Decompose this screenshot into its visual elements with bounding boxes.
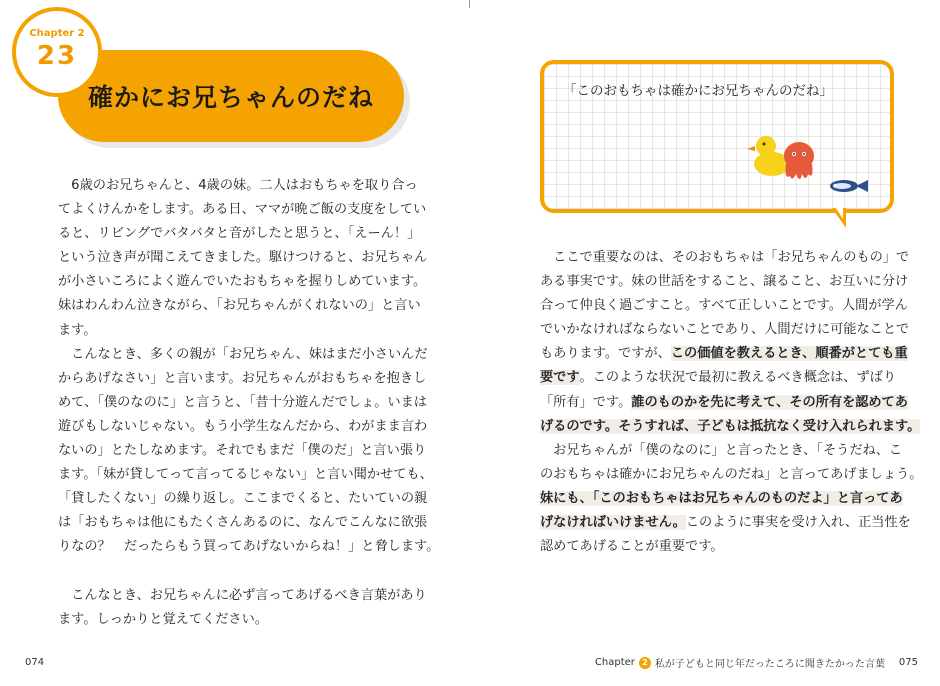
text-line: こんなとき、お兄ちゃんに必ず言ってあげるべき言葉があり bbox=[58, 587, 427, 603]
gutter-mark bbox=[469, 0, 470, 8]
chapter-label: Chapter 2 bbox=[29, 28, 85, 39]
footer-chapter-badge: 2 bbox=[639, 657, 651, 669]
bubble-tail-inner bbox=[835, 207, 843, 219]
octopus-icon bbox=[784, 142, 814, 179]
page-number-right: 075 bbox=[898, 657, 918, 668]
text-run: もあります。ですが、 bbox=[540, 346, 671, 362]
text-line: ないの」とたしなめます。それでもまだ「僕のだ」と言い張り bbox=[58, 443, 427, 459]
text-line: 「貸したくない」の繰り返し。ここまでくると、たいていの親 bbox=[58, 491, 428, 507]
highlighted-text: げるのです。そうすれば、子どもは抵抗なく受け入れられます。 bbox=[540, 418, 921, 434]
text-line: お兄ちゃんが「僕のなのに」と言ったとき、「そうだね、こ bbox=[540, 442, 903, 458]
text-run: 。このような状況で最初に教えるべき概念は、ずばり bbox=[579, 370, 897, 386]
text-line: ます。 bbox=[58, 322, 97, 338]
text-line: 妹はわんわん泣きながら、「お兄ちゃんがくれないの」と言い bbox=[58, 298, 421, 314]
footer-chapter-label: Chapter bbox=[594, 657, 635, 668]
highlighted-text: 妹にも、「このおもちゃはお兄ちゃんのものだよ」と言ってあ bbox=[540, 490, 903, 506]
running-title: 私が子どもと同じ年だったころに聞きたかった言葉 bbox=[654, 659, 885, 670]
text-line: ると、リビングでバタバタと音がしたと思うと、「えーん！」 bbox=[58, 226, 421, 242]
text-line: てよくけんかをします。ある日、ママが晩ご飯の支度をしてい bbox=[58, 202, 427, 218]
highlighted-text: 要です bbox=[540, 370, 580, 386]
toy-illustration bbox=[744, 130, 874, 210]
text-line: 遊びもしないじゃない。もう小学生なんだから、わがまま言わ bbox=[58, 418, 428, 434]
left-page-body bbox=[58, 174, 439, 632]
text-line: でいかなければならないことであり、人間だけに可能なことで bbox=[540, 322, 910, 338]
text-line: こんなとき、多くの親が「お兄ちゃん、妹はまだ小さいんだ bbox=[58, 346, 428, 362]
text-line bbox=[540, 391, 922, 415]
text-line bbox=[540, 487, 922, 511]
text-run: 「所有」です。 bbox=[540, 394, 632, 410]
text-line: からあげなさい」と言います。お兄ちゃんがおもちゃを抱きし bbox=[58, 370, 427, 386]
page-number-left: 074 bbox=[25, 657, 45, 668]
bubble-quote: 「このおもちゃは確かにお兄ちゃんのだね」 bbox=[563, 83, 833, 99]
text-line: 合って仲良く過ごすこと。すべて正しいことです。人間が学ん bbox=[540, 298, 908, 314]
text-run: このように事実を受け入れ、正当性を bbox=[685, 515, 911, 531]
text-line: は「おもちゃは他にもたくさんあるのに、なんでこんなに欲張 bbox=[58, 515, 428, 531]
text-line: りなの？ だったらもう買ってあげないからね！」と脅します。 bbox=[58, 539, 440, 555]
text-line: ある事実です。妹の世話をすること、譲ること、お互いに分け bbox=[540, 274, 909, 290]
highlighted-text: げなければいけません。 bbox=[540, 515, 686, 531]
text-line: が小さいころによく遊んでいたおもちゃを握りしめています。 bbox=[58, 274, 427, 290]
text-line bbox=[540, 511, 922, 535]
text-line bbox=[540, 366, 922, 390]
text-line: 6歳のお兄ちゃんと、4歳の妹。二人はおもちゃを取り合っ bbox=[58, 178, 418, 193]
text-line: ます。しっかりと覚えてください。 bbox=[58, 611, 268, 627]
text-line: 認めてあげることが重要です。 bbox=[540, 539, 724, 555]
text-line bbox=[540, 415, 922, 439]
chapter-number: 23 bbox=[36, 41, 78, 71]
highlighted-text: この価値を教えるとき、順番がとても重 bbox=[670, 346, 908, 362]
fish-icon bbox=[830, 180, 868, 192]
text-line: のおもちゃは確かにお兄ちゃんのだね」と言ってあげましょう。 bbox=[540, 466, 923, 482]
text-line: という泣き声が聞こえてきました。駆けつけると、お兄ちゃん bbox=[58, 250, 428, 266]
page-title: 確かにお兄ちゃんのだね bbox=[88, 83, 375, 112]
text-line bbox=[58, 560, 439, 584]
text-line: めて、「僕のなのに」と言うと、「昔十分遊んだでしょ。いまは bbox=[58, 394, 427, 410]
running-footer bbox=[595, 655, 918, 670]
text-line: ます。「妹が貸してって言ってるじゃない」と言い聞かせても、 bbox=[58, 467, 433, 483]
highlighted-text: 誰のものかを先に考えて、その所有を認めてあ bbox=[631, 394, 908, 410]
title-banner bbox=[58, 50, 404, 142]
chapter-badge bbox=[12, 7, 102, 97]
text-line: ここで重要なのは、そのおもちゃは「お兄ちゃんのもの」で bbox=[540, 250, 910, 265]
rubber-duck-icon bbox=[747, 136, 790, 176]
text-line bbox=[540, 342, 922, 366]
right-page-body bbox=[540, 246, 922, 559]
